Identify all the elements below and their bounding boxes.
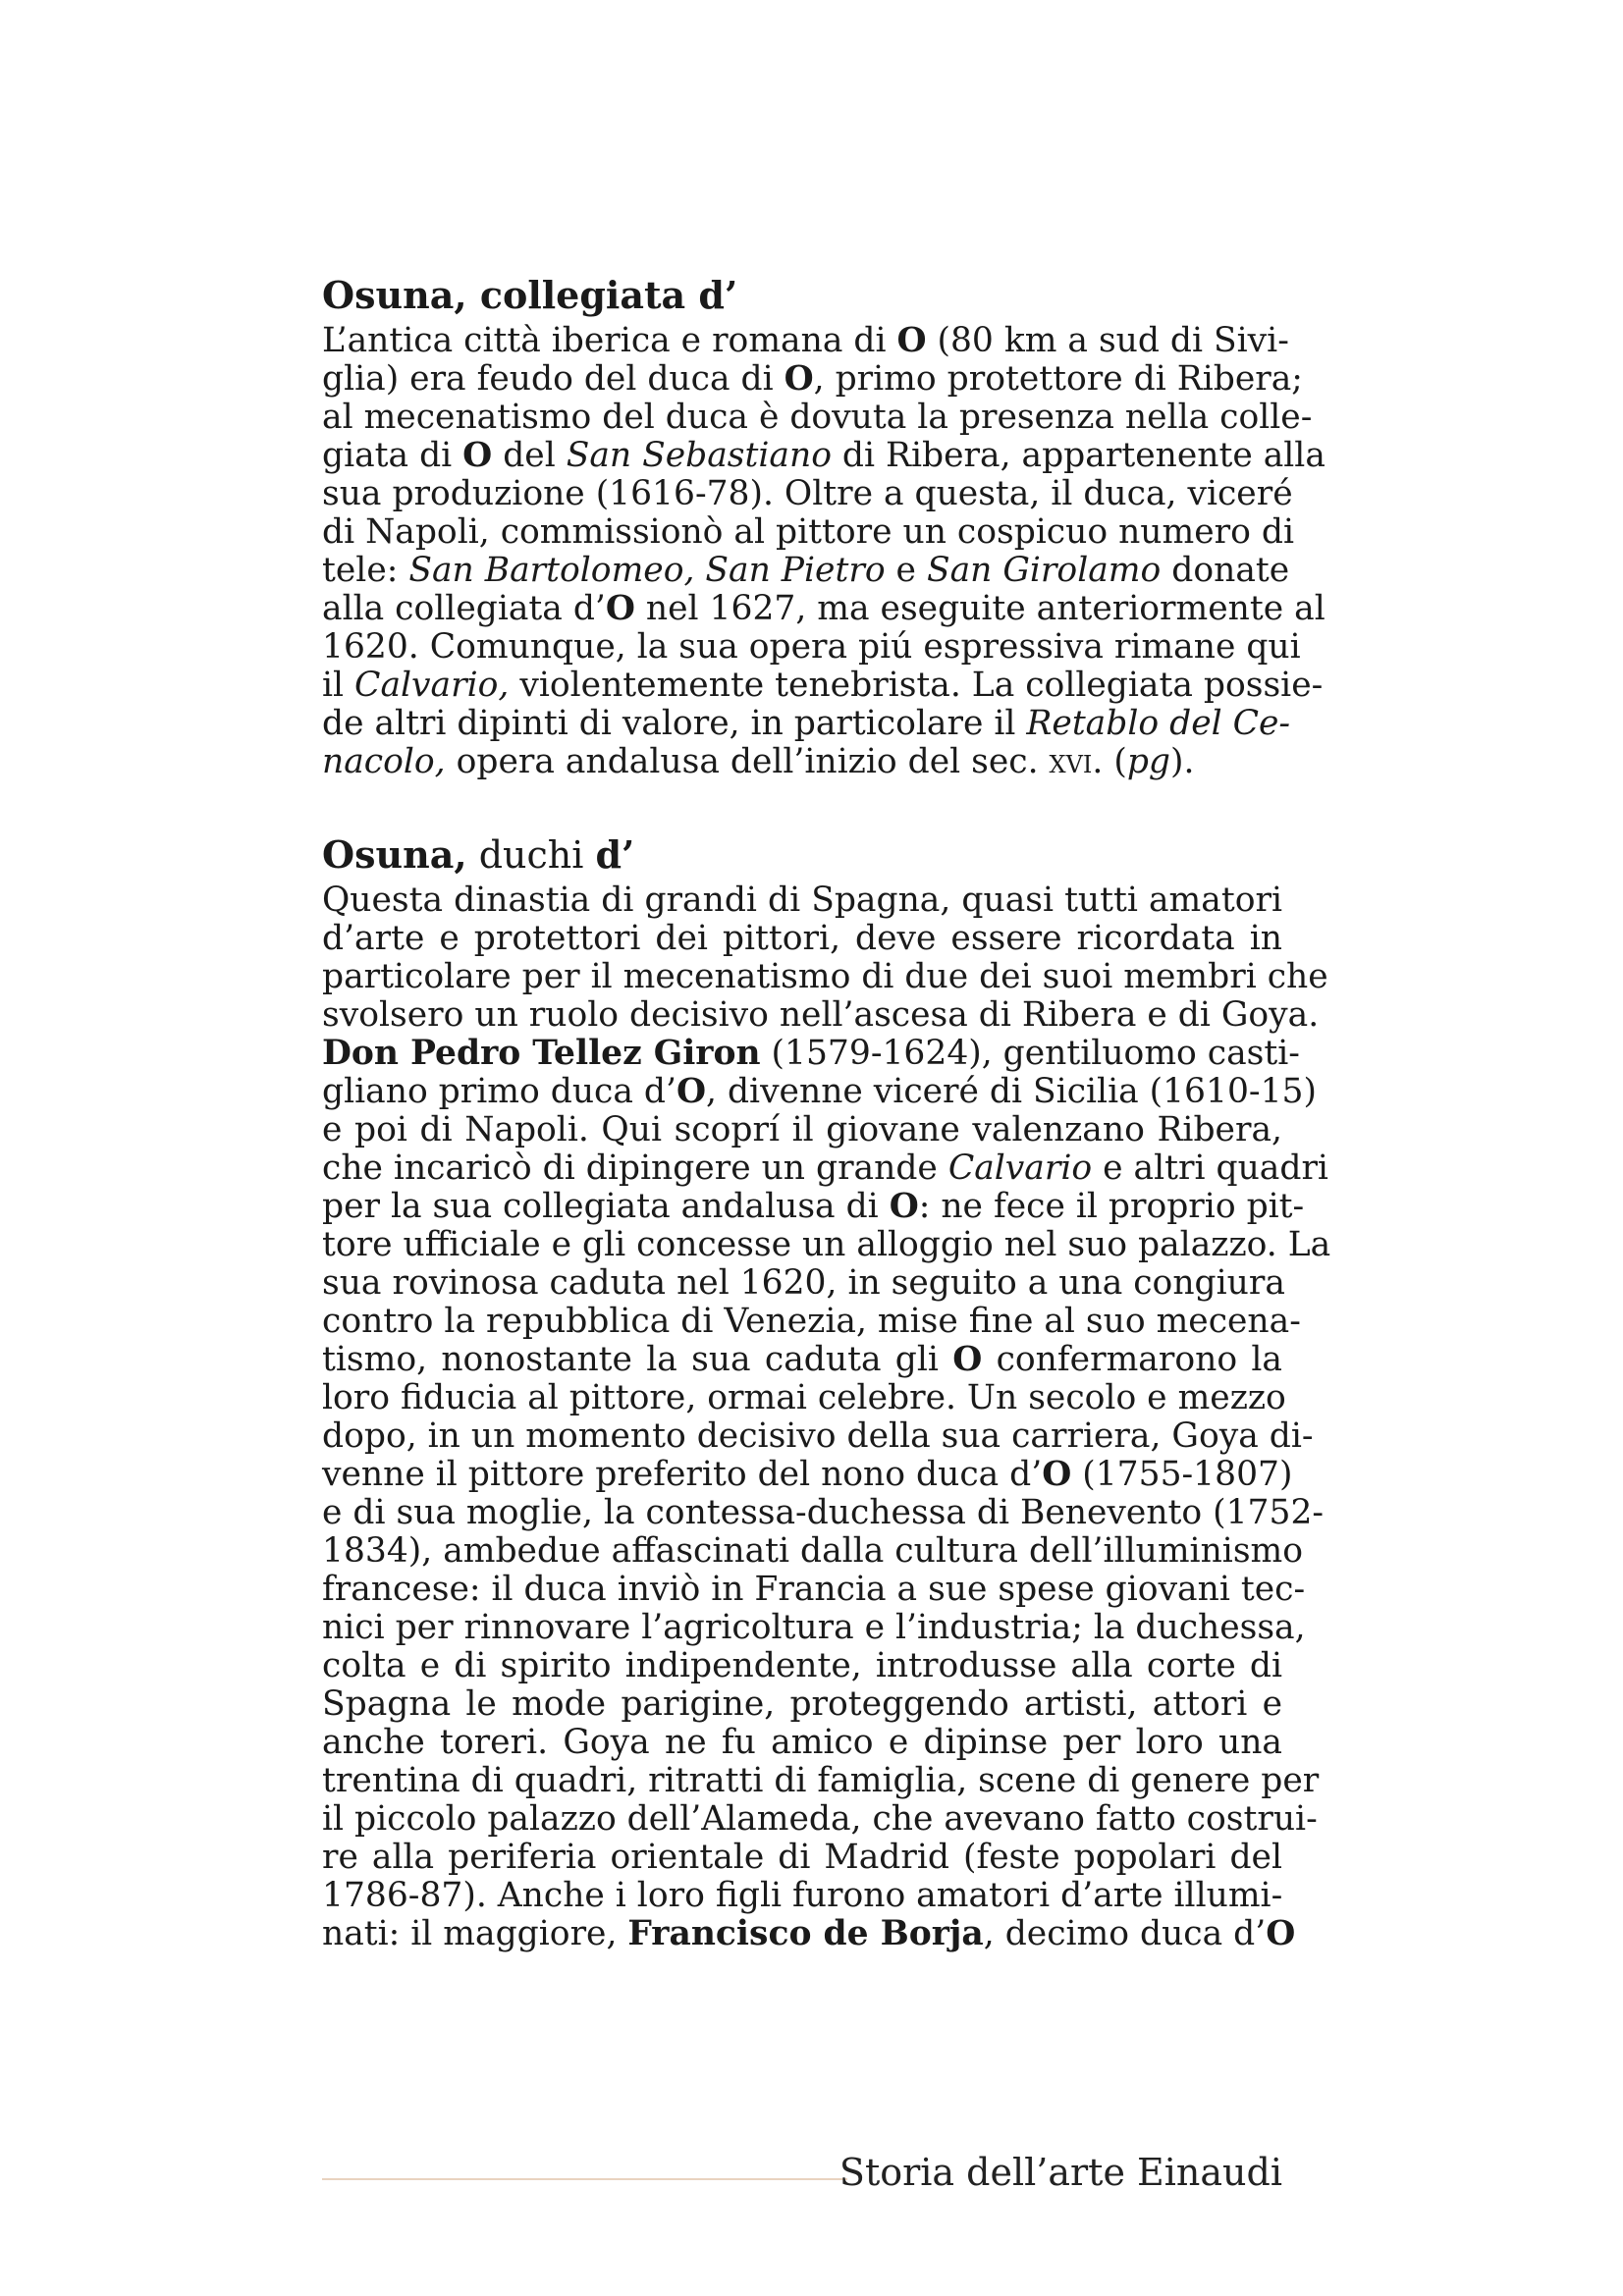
text-run: xvi — [1049, 742, 1093, 781]
text-line — [322, 995, 1320, 1035]
bold-text: O — [1266, 1914, 1296, 1953]
footer-rule — [322, 2178, 847, 2180]
bold-text: Don Pedro Tellez Giron — [322, 1034, 761, 1073]
text-run: loro fiducia al pittore, ormai celebre. Un secolo e mezzo — [322, 1378, 1286, 1417]
text-run: e — [885, 551, 927, 590]
bold-text: O — [1042, 1455, 1072, 1494]
text-line — [322, 743, 1282, 781]
entry-title-bold: Osuna, collegiata d’ — [322, 273, 738, 317]
text-line — [322, 1225, 1331, 1264]
text-run: ). — [1170, 742, 1195, 781]
text-line — [322, 512, 1295, 552]
text-line — [322, 1302, 1301, 1341]
text-run: il piccolo palazzo dell’Alameda, che avevano fatto costrui- — [322, 1799, 1318, 1839]
text-line — [322, 1034, 1300, 1073]
entry-title-bold-2: d’ — [595, 832, 635, 877]
text-line — [322, 551, 1290, 590]
text-run: opera andalusa dell’inizio del sec. — [445, 742, 1050, 781]
text-line — [322, 1072, 1317, 1111]
italic-text: San Bartolomeo, San Pietro — [408, 551, 886, 590]
text-line — [322, 321, 1289, 360]
text-run: e poi di Napoli. Qui scoprí il giovane valenzano Ribera, — [322, 1110, 1282, 1149]
bold-text: O — [952, 1340, 983, 1379]
page-footer — [322, 2148, 1282, 2207]
text-run: del — [492, 436, 567, 475]
italic-text: Calvario, — [354, 666, 510, 705]
text-line — [322, 1839, 1282, 1877]
text-run: , primo protettore di Ribera; — [813, 359, 1303, 399]
text-run: trentina di quadri, ritratti di famiglia, scene di genere per — [322, 1761, 1320, 1800]
text-run: sua rovinosa caduta nel 1620, in seguito a una congiura — [322, 1263, 1285, 1303]
text-run: alla collegiata d’ — [322, 589, 606, 628]
bold-text: Francisco de Borja — [627, 1914, 984, 1953]
text-line — [322, 589, 1325, 628]
text-run: . ( — [1092, 742, 1127, 781]
text-line — [322, 957, 1328, 996]
text-run: 1620. Comunque, la sua opera piú espressiva rimane qui — [322, 627, 1301, 667]
text-line — [322, 1724, 1282, 1762]
text-run: d’arte e protettori dei pittori, deve essere ricordata in — [322, 919, 1282, 958]
entry-text — [322, 321, 1325, 781]
entry-text — [322, 881, 1331, 1953]
text-line — [322, 1685, 1282, 1724]
text-run: (1579-1624), gentiluomo casti- — [760, 1034, 1300, 1073]
text-run: che incaricò di dipingere un grande — [322, 1148, 948, 1188]
text-line — [322, 881, 1282, 920]
text-run: nici per rinnovare l’agricoltura e l’industria; la duchessa, — [322, 1608, 1306, 1647]
text-line — [322, 1647, 1282, 1685]
bold-text: O — [605, 589, 635, 628]
text-run: (80 km a sud di Sivi- — [926, 321, 1289, 360]
italic-text: Retablo del Ce- — [1026, 704, 1291, 743]
text-line — [322, 1416, 1314, 1456]
bold-text: O — [784, 359, 814, 399]
entry-title-bold: Osuna, — [322, 832, 467, 877]
entry-title-rest: duchi — [466, 833, 596, 877]
entry-title — [322, 832, 1282, 878]
entry-title — [322, 273, 1282, 318]
text-line — [322, 1455, 1293, 1494]
text-run: e di sua moglie, la contessa-duchessa di Benevento (1752- — [322, 1493, 1325, 1532]
text-run: glia) era feudo del duca di — [322, 359, 784, 399]
italic-text: San Girolamo — [926, 551, 1162, 590]
text-run: tismo, nonostante la sua caduta gli — [322, 1340, 953, 1379]
footer-publisher: Storia dell’arte Einaudi — [839, 2151, 1282, 2194]
text-run: de altri dipinti di valore, in particolare il — [322, 704, 1027, 743]
text-line — [322, 1378, 1286, 1417]
text-run: confermarono la — [982, 1340, 1282, 1379]
text-line — [322, 1341, 1282, 1379]
text-line — [322, 398, 1313, 437]
text-line — [322, 1570, 1306, 1609]
text-line — [322, 627, 1301, 667]
bold-text: O — [889, 1187, 919, 1226]
text-run: violentemente tenebrista. La collegiata possie- — [509, 666, 1324, 705]
text-run: nati: il maggiore, — [322, 1914, 628, 1953]
italic-text: pg — [1126, 742, 1170, 781]
text-run: (1755-1807) — [1071, 1455, 1293, 1494]
text-run: Questa dinastia di grandi di Spagna, quasi tutti amatori — [322, 881, 1282, 920]
text-run: di Ribera, appartenente alla — [831, 436, 1325, 475]
text-line — [322, 1608, 1306, 1647]
text-line — [322, 1493, 1325, 1532]
text-run: , decimo duca d’ — [983, 1914, 1267, 1953]
text-line — [322, 1531, 1304, 1571]
text-run: e altri quadri — [1092, 1148, 1328, 1188]
text-run: Spagna le mode parigine, proteggendo artisti, attori e — [322, 1684, 1282, 1724]
text-run: tele: — [322, 551, 409, 590]
bold-text: O — [896, 321, 927, 360]
text-run: per la sua collegiata andalusa di — [322, 1187, 890, 1226]
text-line — [322, 1148, 1328, 1188]
entry-osuna-duchi — [322, 832, 1331, 1953]
text-line — [322, 666, 1324, 705]
text-line — [322, 474, 1293, 513]
text-run: nel 1627, ma eseguite anteriormente al — [634, 589, 1325, 628]
italic-text: nacolo, — [322, 742, 446, 781]
text-run: giata di — [322, 436, 463, 475]
text-run: 1834), ambedue affascinati dalla cultura dell’illuminismo — [322, 1531, 1304, 1571]
text-line — [322, 1111, 1282, 1149]
text-run: dopo, in un momento decisivo della sua carriera, Goya di- — [322, 1416, 1314, 1456]
entry-osuna-collegiata — [322, 273, 1325, 781]
text-run: il — [322, 666, 355, 705]
text-run: venne il pittore preferito del nono duca d’ — [322, 1455, 1043, 1494]
text-line — [322, 359, 1303, 399]
text-run: L’antica città iberica e romana di — [322, 321, 897, 360]
text-run: , divenne viceré di Sicilia (1610-15) — [706, 1072, 1317, 1111]
text-line — [322, 1187, 1305, 1226]
text-line — [322, 1877, 1282, 1915]
text-run: re alla periferia orientale di Madrid (feste popolari del — [322, 1838, 1282, 1877]
text-run: gliano primo duca d’ — [322, 1072, 676, 1111]
text-run: 1786-87). Anche i loro figli furono amatori d’arte illumi- — [322, 1876, 1283, 1915]
text-run: particolare per il mecenatismo di due dei suoi membri che — [322, 957, 1328, 996]
italic-text: Calvario — [947, 1148, 1093, 1188]
text-run: contro la repubblica di Venezia, mise fine al suo mecena- — [322, 1302, 1301, 1341]
text-run: francese: il duca inviò in Francia a sue spese giovani tec- — [322, 1570, 1306, 1609]
text-run: al mecenatismo del duca è dovuta la presenza nella colle- — [322, 398, 1313, 437]
text-line — [322, 920, 1282, 958]
entry-spacer — [322, 781, 1282, 832]
text-line — [322, 1914, 1296, 1953]
text-run: colta e di spirito indipendente, introdusse alla corte di — [322, 1646, 1282, 1685]
text-run: svolsero un ruolo decisivo nell’ascesa di Ribera e di Goya. — [322, 995, 1320, 1035]
text-line — [322, 1761, 1320, 1800]
text-run: donate — [1161, 551, 1290, 590]
text-run: sua produzione (1616-78). Oltre a questa, il duca, viceré — [322, 474, 1293, 513]
text-line — [322, 1263, 1285, 1303]
italic-text: San Sebastiano — [566, 436, 832, 475]
text-line — [322, 704, 1291, 743]
text-run: di Napoli, commissionò al pittore un cospicuo numero di — [322, 512, 1295, 552]
text-line — [322, 436, 1325, 475]
bold-text: O — [676, 1072, 707, 1111]
bold-text: O — [462, 436, 493, 475]
text-run: tore ufficiale e gli concesse un alloggio nel suo palazzo. La — [322, 1225, 1331, 1264]
page-body — [322, 273, 1331, 1953]
text-line — [322, 1799, 1318, 1839]
text-run: anche toreri. Goya ne fu amico e dipinse per loro una — [322, 1723, 1282, 1762]
text-run: : ne fece il proprio pit- — [918, 1187, 1305, 1226]
